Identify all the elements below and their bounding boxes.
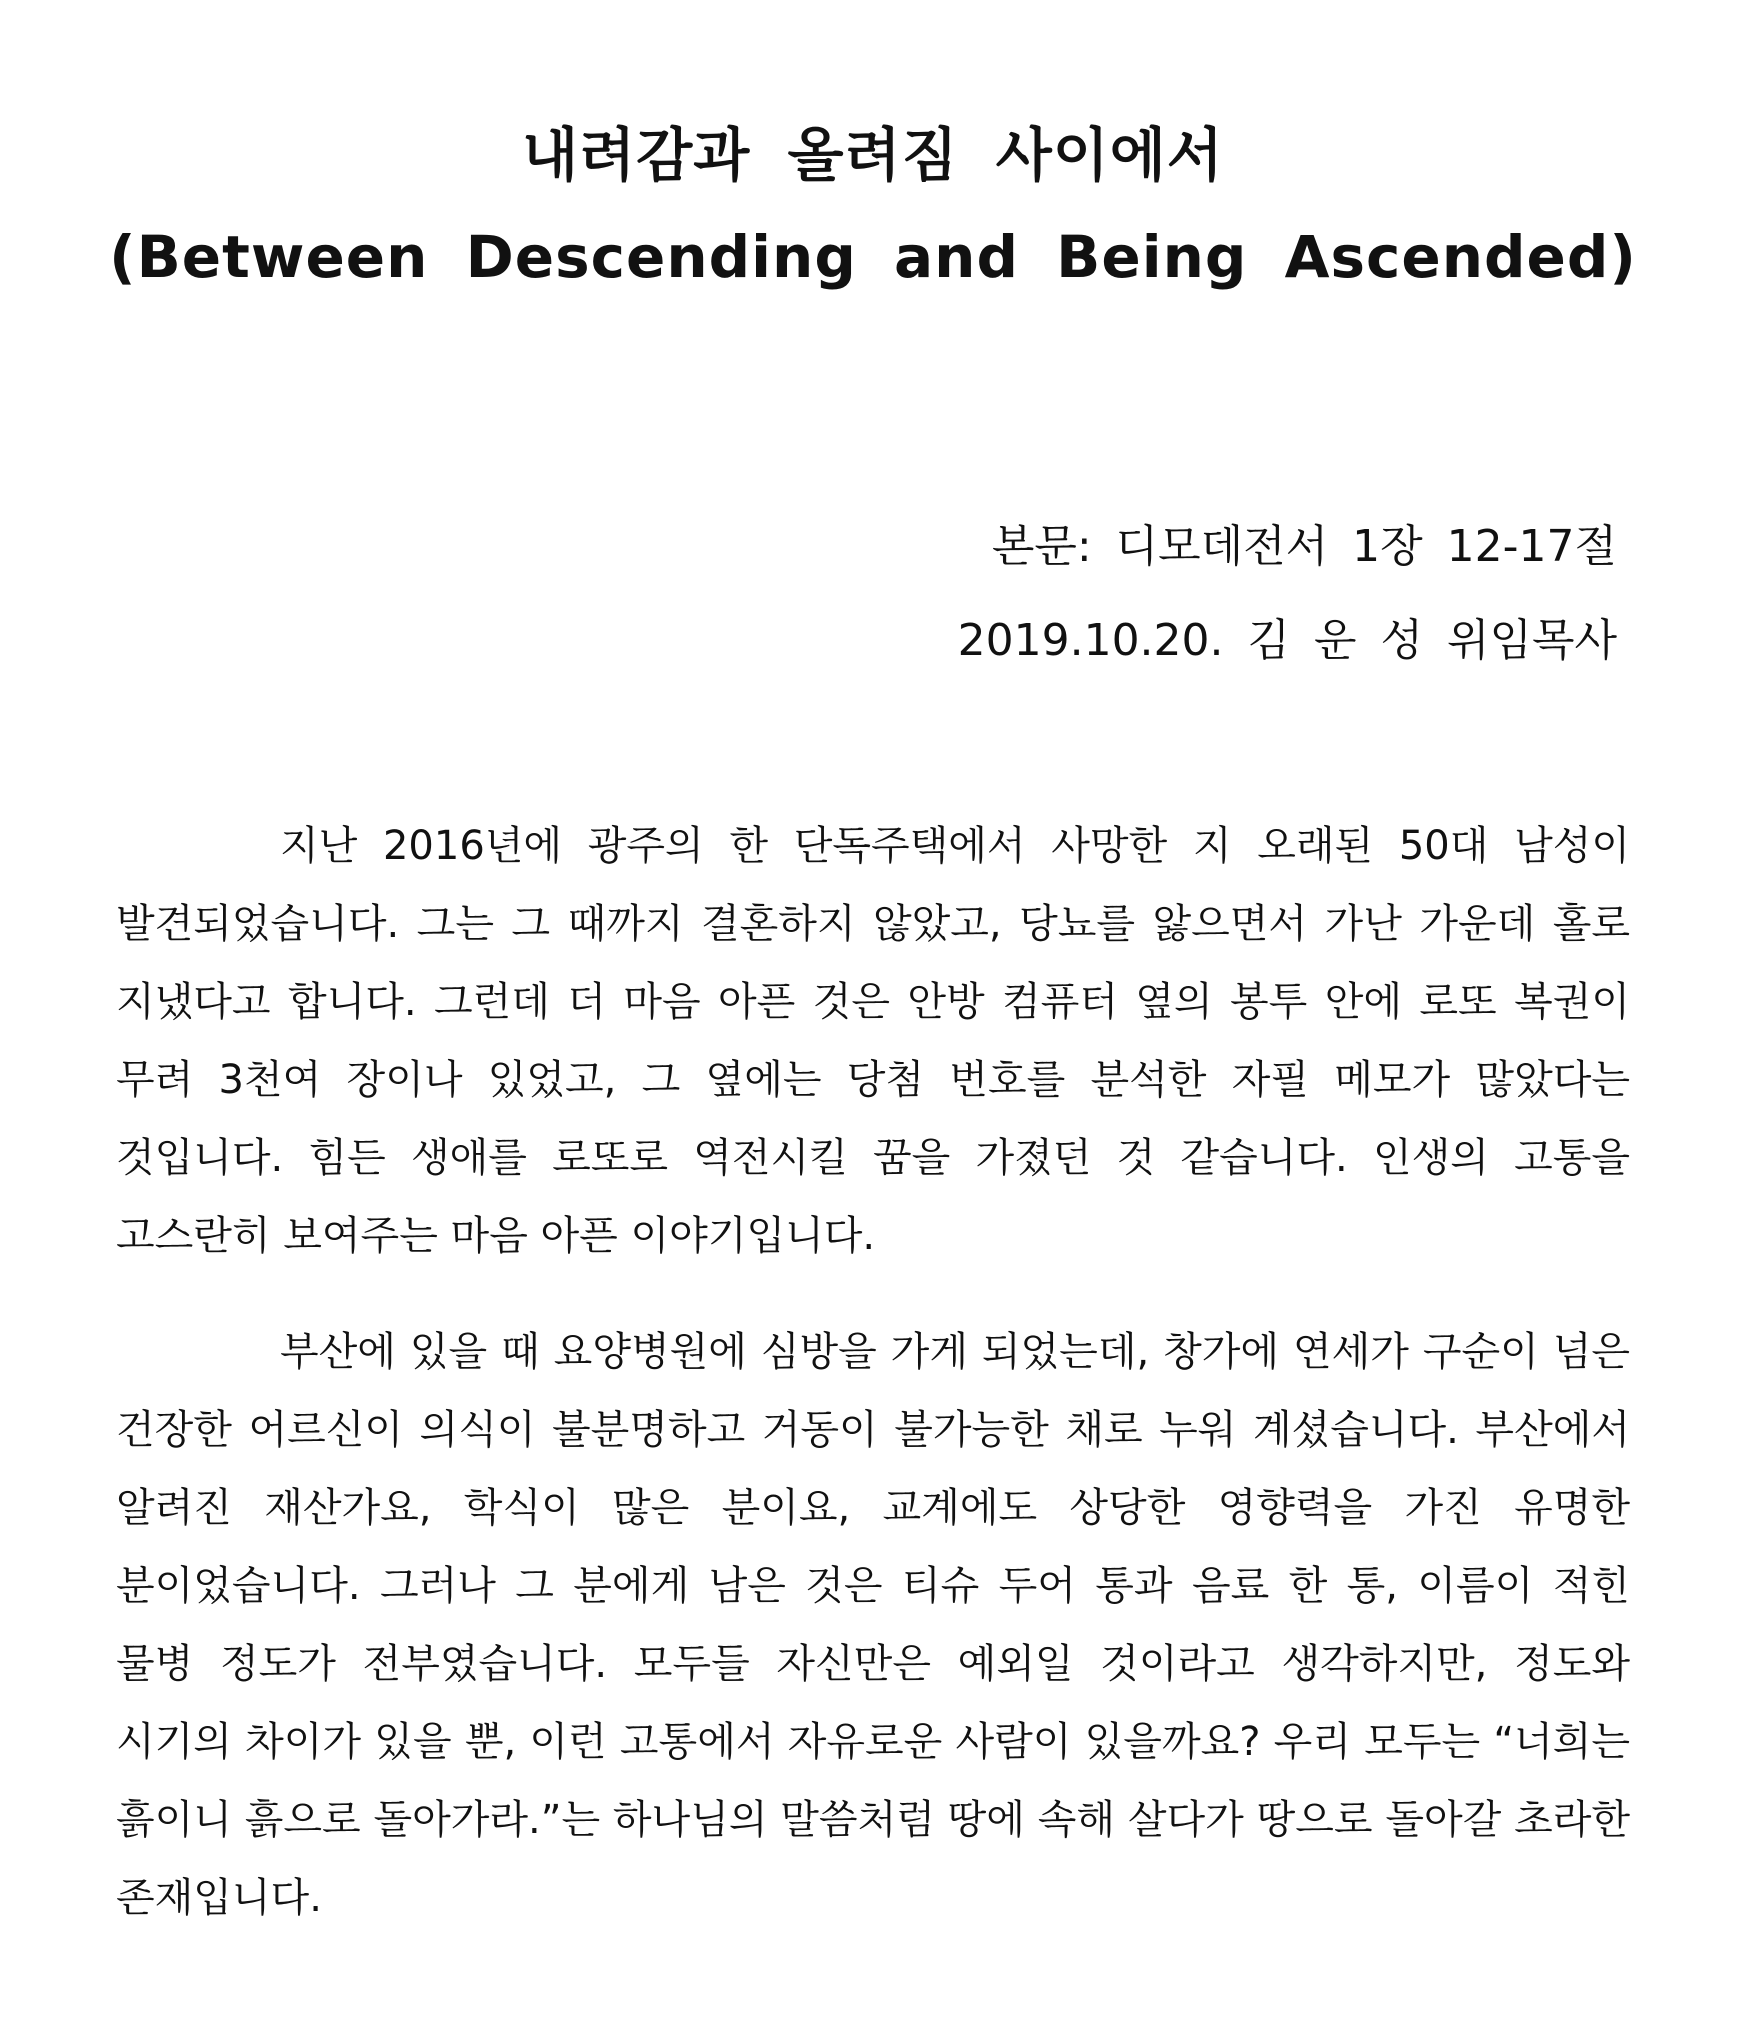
date-and-author: 2019.10.20. 김 운 성 위임목사	[957, 615, 1617, 666]
sermon-meta	[958, 500, 1617, 688]
scripture-reference: 본문: 디모데전서 1장 12-17절	[991, 521, 1617, 572]
sermon-title-block	[0, 104, 1746, 308]
body-paragraph: 부산에 있을 때 요양병원에 심방을 가게 되었는데, 창가에 연세가 구순이 넘은 건장한 어르신이 의식이 불분명하고 거동이 불가능한 채로 누워 계셨습니다. 부산에서 알려진 재산가요, 학식이 많은 분이요, 교계에도 상당한 영향력을 가진 유명한 분이었습니다. 그러나 그 분에게 남은 것은 티슈 두어 통과 음료 한 통, 이름이 적힌 물병 정도가 전부였습니다. 모두들 자신만은 예외일 것이라고 생각하지만, 정도와 시기의 차이가 있을 뿐, 이런 고통에서 자유로운 사람이 있을까요? 우리 모두는 “너희는 흙이니 흙으로 돌아가라.”는 하나님의 말씀처럼 땅에 속해 살다가 땅으로 돌아갈 초라한 존재입니다.	[116, 1329, 1630, 1921]
paragraph-block	[116, 807, 1630, 1275]
sermon-title-korean: 내려감과 올려짐 사이에서	[522, 121, 1224, 189]
body-paragraph: 지난 2016년에 광주의 한 단독주택에서 사망한 지 오래된 50대 남성이 발견되었습니다. 그는 그 때까지 결혼하지 않았고, 당뇨를 앓으면서 가난 가운데 홀로 지냈다고 합니다. 그런데 더 마음 아픈 것은 안방 컴퓨터 옆의 봉투 안에 로또 복권이 무려 3천여 장이나 있었고, 그 옆에는 당첨 번호를 분석한 자필 메모가 많았다는 것입니다. 힘든 생애를 로또로 역전시킬 꿈을 가졌던 것 같습니다. 인생의 고통을 고스란히 보여주는 마음 아픈 이야기입니다.	[116, 823, 1630, 1259]
sermon-title-english: (Between Descending and Being Ascended)	[109, 223, 1637, 291]
paragraph-block	[116, 1313, 1630, 1937]
